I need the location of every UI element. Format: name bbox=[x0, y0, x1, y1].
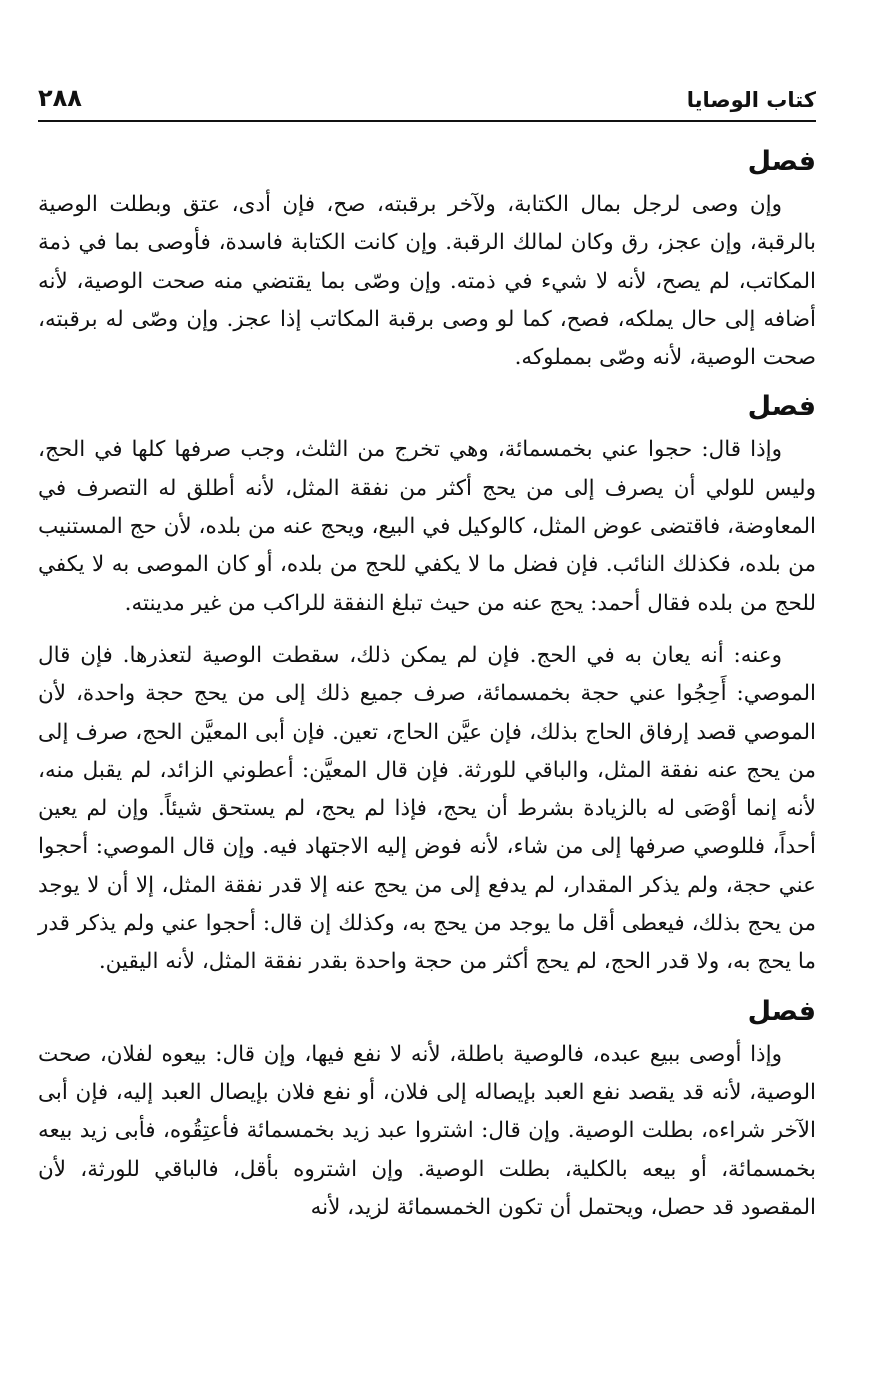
section-2 bbox=[38, 387, 816, 981]
header-rule bbox=[38, 120, 816, 122]
section-3 bbox=[38, 992, 816, 1227]
section-spacer bbox=[38, 982, 816, 992]
running-head bbox=[38, 78, 816, 112]
section-spacer bbox=[38, 377, 816, 387]
book-title: كتاب الوصايا bbox=[686, 88, 816, 112]
paragraph-spacer bbox=[38, 623, 816, 637]
paragraph: وإن وصى لرجل بمال الكتابة، ولآخر برقبته، صح، فإن أدى، عتق وبطلت الوصية بالرقبة، وإن عجز، رق وكان لمالك الرقبة. وإن كانت الكتابة فاسدة، فأوصى بما في ذمة المكاتب، لم يصح، لأنه لا شيء في ذمته. وإن وصّى بما يقتضي منه صحت الوصية، لأنه أضافه إلى حال يملكه، فصح، كما لو وصى برقبة المكاتب إذا عجز. وإن وصّى له برقبته، صحت الوصية، لأنه وصّى بمملوكه. bbox=[38, 192, 816, 371]
paragraph: وعنه: أنه يعان به في الحج. فإن لم يمكن ذلك، سقطت الوصية لتعذرها. فإن قال الموصي: أَحِجُوا عني حجة بخمسمائة، صرف جميع ذلك إلى من يحج حجة واحدة، لأن الموصي قصد إرفاق الحاج بذلك، فإن عيَّن الحاج، تعين. فإن أبى المعيَّن الحج، صرف إلى من يحج عنه نفقة المثل، والباقي للورثة. فإن قال المعيَّن: أعطوني الزائد، لم يقبل منه، لأنه إنما أوْصَى له بالزيادة بشرط أن يحج، فإذا لم يحج، لم يستحق شيئاً. وإن لم يعين أحداً، فللوصي صرفها إلى من شاء، لأنه فوض إليه الاجتهاد فيه. وإن قال الموصي: أحجوا عني حجة، ولم يذكر المقدار، لم يدفع إلى من يحج عنه إلا قدر نفقة المثل، إلا أن لا يوجد من يحج بذلك، فيعطى أقل ما يوجد من يحج به، وكذلك إن قال: أحجوا عني ولم يذكر قدر ما يحج به، ولا قدر الحج، لم يحج أكثر من حجة واحدة بقدر نفقة المثل، لأنه اليقين. bbox=[38, 642, 816, 975]
paragraph: وإذا أوصى ببيع عبده، فالوصية باطلة، لأنه لا نفع فيها، وإن قال: بيعوه لفلان، صحت الوصية، لأنه قد يقصد نفع العبد بإيصاله إلى فلان، أو نفع فلان بإيصال العبد إليه، فإن أبى الآخر شراءه، بطلت الوصية. وإن قال: اشتروا عبد زيد بخمسمائة فأعتِقُوه، فأبى زيد بيعه بخمسمائة، أو بيعه بالكلية، بطلت الوصية. وإن اشتروه بأقل، فالباقي للورثة، لأن المقصود قد حصل، ويحتمل أن تكون الخمسمائة لزيد، لأنه bbox=[38, 1041, 816, 1220]
section-1 bbox=[38, 142, 816, 377]
section-heading: فصل bbox=[747, 146, 816, 177]
section-heading: فصل bbox=[747, 995, 816, 1027]
paragraph: وإذا قال: حجوا عني بخمسمائة، وهي تخرج من الثلث، وجب صرفها كلها في الحج، وليس للولي أن يصرف إلى من يحج أكثر من نفقة المثل، لأنه أطلق له التصرف في المعاوضة، فاقتضى عوض المثل، كالوكيل في البيع، ويحج عنه من بلده، لأن حج المستنيب من بلده، فكذلك النائب. فإن فضل ما لا يكفي للحج من بلده، أو كان الموصى به لا يكفي للحج من بلده فقال أحمد: يحج عنه من حيث تبلغ النفقة للراكب من غير مدينته. bbox=[38, 437, 816, 616]
page-content bbox=[38, 142, 816, 1227]
page-number: ٢٨٨ bbox=[38, 84, 82, 112]
section-heading: فصل bbox=[747, 391, 816, 423]
